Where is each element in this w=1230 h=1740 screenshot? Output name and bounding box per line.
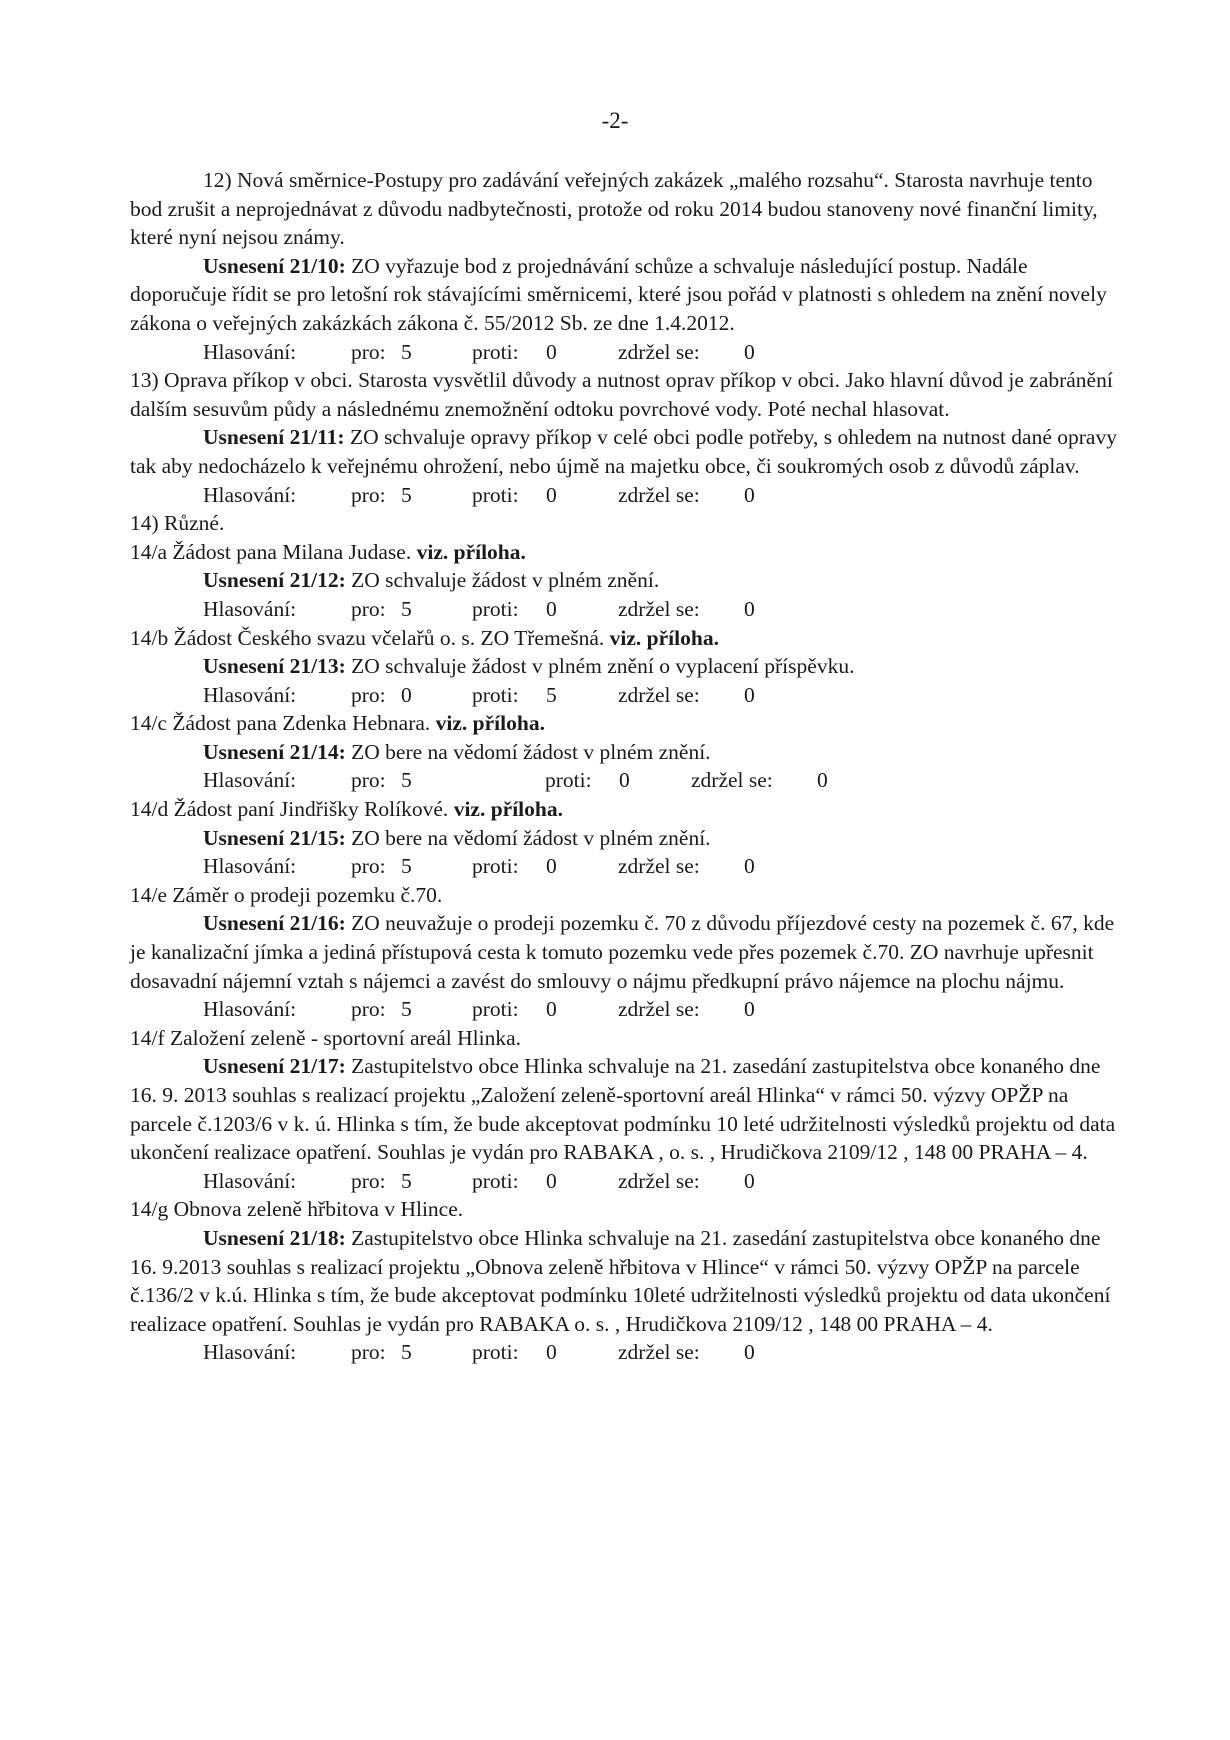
vote-proti-count: 0 [546,339,557,364]
vote-pro-count: 5 [401,482,412,507]
resolution: Usnesení 21/17: Zastupitelstvo obce Hlinka schvaluje na 21. zasedání zastupitelstva obce konaného dne 16. 9. 2013 souhlas s realizací projektu „Založení zeleně-sportovní areál Hlinka“ v rámci 50. výzvy OPŽP na parcele č.1203/6 v k. ú. Hlinka s tím, že bude akceptovat podmínku 10 leté udržitelnosti výsledků projektu od data ukončení realizace opatření. Souhlas je vydán pro RABAKA , o. s. , Hrudičkova 2109/12 , 148 00 PRAHA – 4. [130,1054,1116,1165]
vote-abstain-label: zdržel se: [618,997,700,1022]
resolution: Usnesení 21/10: ZO vyřazuje bod z projednávání schůze a schvaluje následující postup. Nadále doporučuje řídit se pro letošní rok stávajícími směrnicemi, které jsou pořád v platnosti s ohledem na znění novely zákona o veřejných zakázkách zákona č. 55/2012 Sb. ze dne 1.4.2012. [130,253,1107,335]
vote-proti-label: proti: [472,854,519,879]
vote-pro-count: 0 [401,682,412,707]
vote-proti-label: proti: [472,997,519,1022]
vote-abstain-count: 0 [744,1340,755,1365]
vote-pro-label: pro: [351,1168,386,1193]
vote-abstain-label: zdržel se: [618,339,700,364]
vote-proti-count: 0 [546,1168,557,1193]
vote-proti-count: 0 [546,997,557,1022]
vote-abstain-count: 0 [744,997,755,1022]
paragraph: 14/e Záměr o prodeji pozemku č.70. [130,882,443,907]
vote-proti-label: proti: [472,682,519,707]
vote-pro-label: pro: [351,339,386,364]
vote-result [130,481,1120,510]
resolution-number: Usnesení 21/11: [203,425,345,450]
vote-pro-count: 5 [401,596,412,621]
vote-pro-count: 5 [401,854,412,879]
vote-abstain-label: zdržel se: [618,596,700,621]
vote-pro-count: 5 [401,1340,412,1365]
attachment-reference: viz. příloha. [416,539,526,564]
vote-result [130,681,1120,710]
vote-abstain-count: 0 [744,682,755,707]
resolution-number: Usnesení 21/13: [203,654,346,679]
vote-proti-label: proti: [472,1340,519,1365]
agenda-subitem: 14/b Žádost Českého svazu včelařů o. s. ZO Třemešná. viz. příloha. [130,625,719,650]
resolution: Usnesení 21/11: ZO schvaluje opravy příkop v celé obci podle potřeby, s ohledem na nutnost dané opravy tak aby nedocházelo k veřejnému ohrožení, nebo újmě na majetku obce, či soukromých osob z důvodů záplav. [130,425,1117,478]
vote-result [130,595,1120,624]
resolution: Usnesení 21/16: ZO neuvažuje o prodeji pozemku č. 70 z důvodu příjezdové cesty na pozemek č. 67, kde je kanalizační jímka a jediná přístupová cesta k tomuto pozemku vede přes pozemek č.70. ZO navrhuje upřesnit dosavadní nájemní vztah s nájemci a zavést do smlouvy o nájmu předkupní právo nájemce na plochu nájmu. [130,911,1115,993]
resolution: Usnesení 21/12: ZO schvaluje žádost v plném znění. [203,568,660,593]
agenda-subitem: 14/a Žádost pana Milana Judase. viz. příloha. [130,539,526,564]
vote-abstain-label: zdržel se: [618,1340,700,1365]
vote-proti-count: 0 [546,1340,557,1365]
vote-proti-label: proti: [472,339,519,364]
paragraph: 14/f Založení zeleně - sportovní areál Hlinka. [130,1025,522,1050]
vote-label: Hlasování: [203,997,297,1022]
vote-pro-label: pro: [351,854,386,879]
resolution-number: Usnesení 21/17: [203,1054,346,1079]
vote-abstain-count: 0 [817,768,828,793]
attachment-reference: viz. příloha. [609,625,719,650]
vote-result [130,995,1120,1024]
vote-pro-label: pro: [351,682,386,707]
paragraph: 14/g Obnova zeleně hřbitova v Hlince. [130,1197,464,1222]
vote-proti-label: proti: [472,482,519,507]
resolution-number: Usnesení 21/10: [203,253,346,278]
vote-abstain-count: 0 [744,1168,755,1193]
vote-label: Hlasování: [203,339,297,364]
vote-result [130,338,1120,367]
vote-proti-count: 0 [546,482,557,507]
attachment-reference: viz. příloha. [453,797,563,822]
vote-label: Hlasování: [203,596,297,621]
vote-proti-count: 0 [546,596,557,621]
resolution-number: Usnesení 21/12: [203,568,346,593]
vote-pro-label: pro: [351,596,386,621]
vote-result [130,1338,1120,1367]
resolution-number: Usnesení 21/16: [203,911,346,936]
vote-pro-count: 5 [401,339,412,364]
paragraph: 14) Různé. [130,511,225,536]
vote-label: Hlasování: [203,482,297,507]
vote-proti-label: proti: [472,596,519,621]
agenda-subitem: 14/d Žádost paní Jindřišky Rolíkové. viz. příloha. [130,797,563,822]
vote-abstain-label: zdržel se: [691,768,773,793]
vote-abstain-label: zdržel se: [618,1168,700,1193]
vote-pro-count: 5 [401,997,412,1022]
resolution: Usnesení 21/18: Zastupitelstvo obce Hlinka schvaluje na 21. zasedání zastupitelstva obce konaného dne 16. 9.2013 souhlas s realizací projektu „Obnova zeleně hřbitova v Hlince“ v rámci 50. výzvy OPŽP na parcele č.136/2 v k.ú. Hlinka s tím, že bude akceptovat podmínku 10leté udržitelnosti výsledků projektu od data ukončení realizace opatření. Souhlas je vydán pro RABAKA o. s. , Hrudičkova 2109/12 , 148 00 PRAHA – 4. [130,1225,1111,1336]
vote-abstain-label: zdržel se: [618,482,700,507]
vote-label: Hlasování: [203,1340,297,1365]
vote-result [130,1167,1120,1196]
attachment-reference: viz. příloha. [435,711,545,736]
vote-label: Hlasování: [203,1168,297,1193]
vote-proti-count: 0 [546,854,557,879]
vote-proti-label: proti: [545,768,592,793]
vote-abstain-label: zdržel se: [618,854,700,879]
vote-proti-count: 5 [546,682,557,707]
vote-pro-label: pro: [351,1340,386,1365]
vote-result [130,852,1120,881]
vote-label: Hlasování: [203,854,297,879]
page-number: -2- [601,108,629,133]
resolution: Usnesení 21/14: ZO bere na vědomí žádost v plném znění. [203,739,711,764]
resolution: Usnesení 21/15: ZO bere na vědomí žádost v plném znění. [203,825,711,850]
vote-pro-count: 5 [401,768,412,793]
vote-pro-label: pro: [351,768,386,793]
vote-result [130,766,1120,795]
vote-abstain-count: 0 [744,596,755,621]
paragraph: 12) Nová směrnice-Postupy pro zadávání veřejných zakázek „malého rozsahu“. Starosta navrhuje tento bod zrušit a neprojednávat z důvodu nadbytečnosti, protože od roku 2014 budou stanoveny nové finanční limity, které nyní nejsou známy. [130,168,1098,250]
resolution-number: Usnesení 21/18: [203,1225,346,1250]
vote-pro-count: 5 [401,1168,412,1193]
vote-proti-count: 0 [619,768,630,793]
resolution-number: Usnesení 21/15: [203,825,346,850]
paragraph: 13) Oprava příkop v obci. Starosta vysvětlil důvody a nutnost oprav příkop v obci. Jako hlavní důvod je zabránění dalším sesuvům půdy a následnému znemožnění odtoku povrchové vody. Poté nechal hlasovat. [130,368,1113,421]
agenda-subitem: 14/c Žádost pana Zdenka Hebnara. viz. příloha. [130,711,545,736]
vote-abstain-count: 0 [744,339,755,364]
vote-label: Hlasování: [203,682,297,707]
vote-label: Hlasování: [203,768,297,793]
vote-abstain-count: 0 [744,854,755,879]
vote-pro-label: pro: [351,482,386,507]
minutes-content [130,166,1120,1367]
vote-abstain-count: 0 [744,482,755,507]
vote-pro-label: pro: [351,997,386,1022]
resolution-number: Usnesení 21/14: [203,739,346,764]
resolution: Usnesení 21/13: ZO schvaluje žádost v plném znění o vyplacení příspěvku. [203,654,855,679]
vote-abstain-label: zdržel se: [618,682,700,707]
vote-proti-label: proti: [472,1168,519,1193]
